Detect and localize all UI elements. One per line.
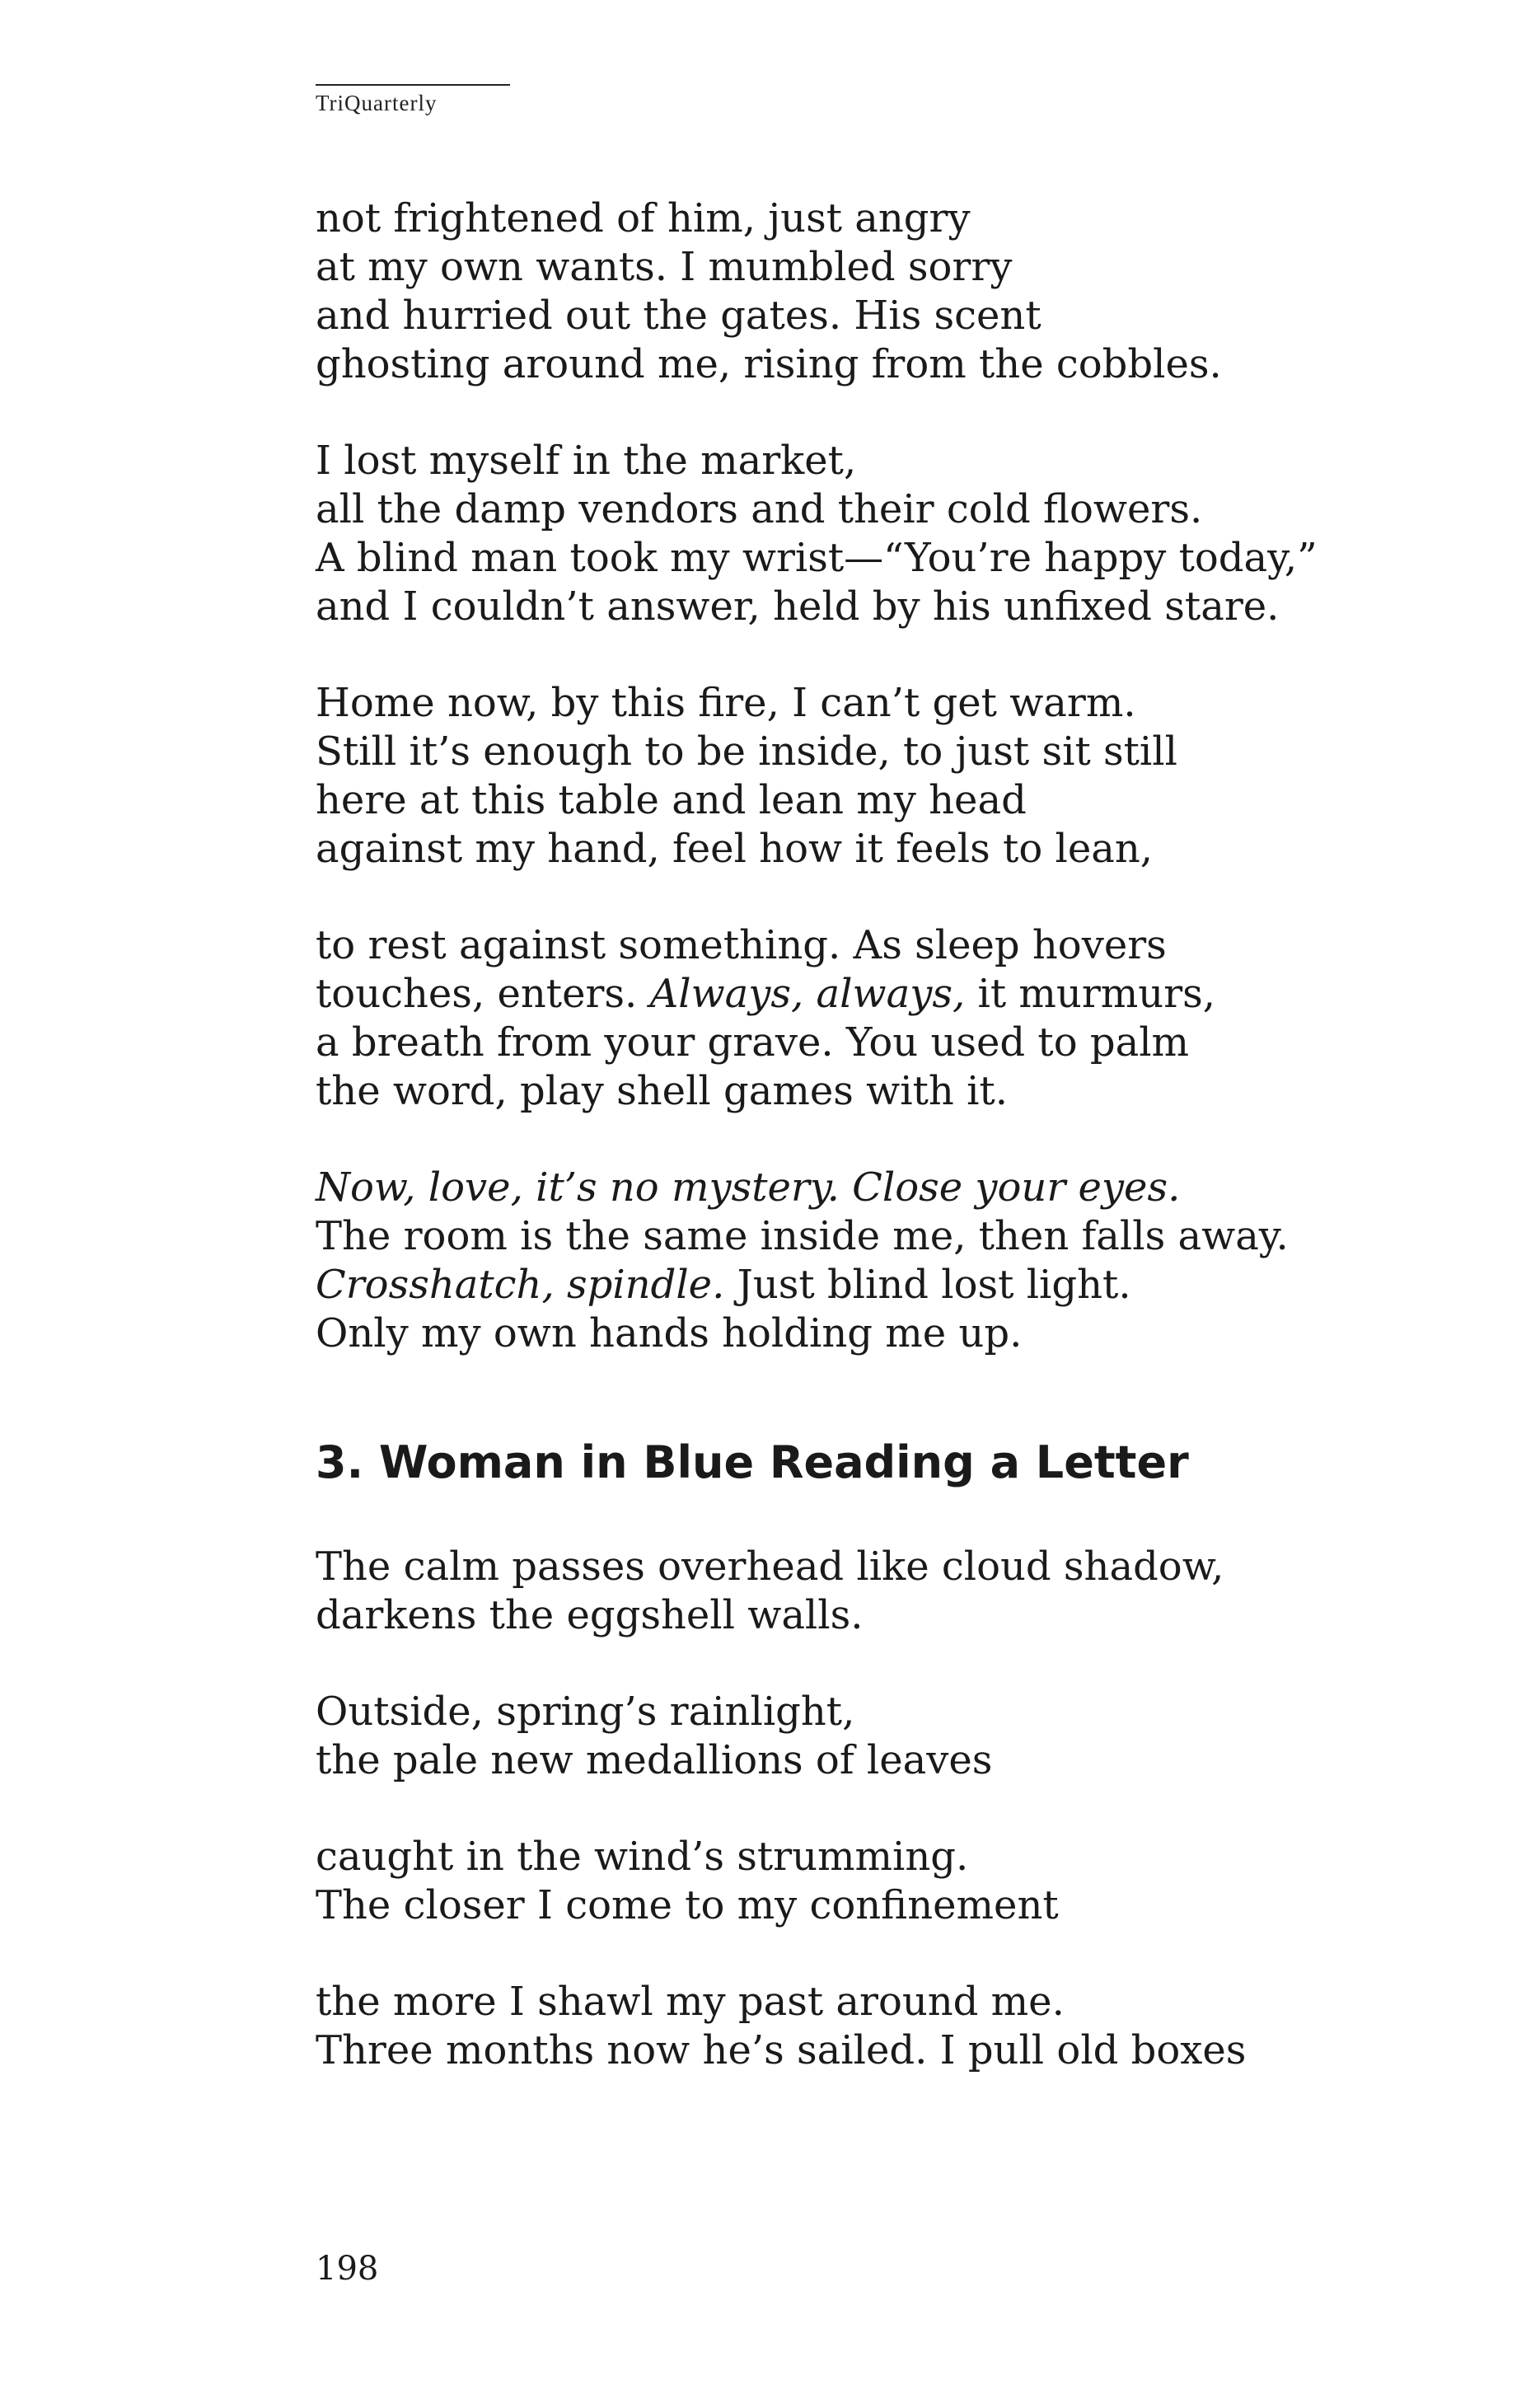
poem-text: Just blind lost light. bbox=[724, 1262, 1131, 1308]
poem-line: a breath from your grave. You used to palm bbox=[316, 1019, 1190, 1066]
poem-line: darkens the eggshell walls. bbox=[316, 1592, 864, 1638]
section-title: 3. Woman in Blue Reading a Letter bbox=[316, 1436, 1189, 1488]
poem-line: not frightened of him, just angry bbox=[316, 195, 971, 241]
stanza-9 bbox=[316, 1978, 1387, 2075]
stanza-3 bbox=[316, 679, 1387, 874]
poem-line bbox=[316, 1261, 1387, 1309]
poem-line: I lost myself in the market, bbox=[316, 438, 857, 484]
stanza-2 bbox=[316, 437, 1387, 631]
poem-line: Home now, by this fire, I can’t get warm. bbox=[316, 680, 1136, 726]
poem-line: The room is the same inside me, then falls away. bbox=[316, 1213, 1289, 1259]
poem-italic-text: Always, always, bbox=[649, 971, 966, 1017]
poem-line bbox=[316, 970, 1387, 1019]
poem-line: the pale new medallions of leaves bbox=[316, 1737, 993, 1783]
poem-line: A blind man took my wrist—“You’re happy today,” bbox=[316, 535, 1318, 581]
stanza-7 bbox=[316, 1688, 1387, 1785]
poem-line: and hurried out the gates. His scent bbox=[316, 293, 1041, 339]
poem-line: Still it’s enough to be inside, to just sit still bbox=[316, 728, 1177, 775]
poem-body bbox=[316, 194, 1387, 2123]
poem-line: caught in the wind’s strumming. bbox=[316, 1834, 969, 1880]
poem-line: Outside, spring’s rainlight, bbox=[316, 1689, 855, 1735]
poem-line: Three months now he’s sailed. I pull old boxes bbox=[316, 2027, 1247, 2073]
page-number: 198 bbox=[316, 2250, 379, 2288]
poem-line: all the damp vendors and their cold flowers. bbox=[316, 486, 1203, 532]
stanza-5 bbox=[316, 1164, 1387, 1358]
running-head: TriQuarterly bbox=[316, 91, 438, 115]
stanza-1 bbox=[316, 194, 1387, 389]
poem-line: to rest against something. As sleep hovers bbox=[316, 922, 1167, 968]
stanza-6 bbox=[316, 1543, 1387, 1640]
poem-line: ghosting around me, rising from the cobbles. bbox=[316, 341, 1222, 387]
poem-line: at my own wants. I mumbled sorry bbox=[316, 244, 1013, 290]
poem-line: and I couldn’t answer, held by his unfixed stare. bbox=[316, 583, 1280, 630]
poem-line: The calm passes overhead like cloud shadow, bbox=[316, 1544, 1224, 1590]
poem-line: The closer I come to my confinement bbox=[316, 1882, 1059, 1928]
poem-line: the word, play shell games with it. bbox=[316, 1068, 1008, 1114]
stanza-4 bbox=[316, 921, 1387, 1116]
poem-text: it murmurs, bbox=[965, 971, 1216, 1017]
stanza-8 bbox=[316, 1833, 1387, 1930]
poem-line: the more I shawl my past around me. bbox=[316, 1979, 1065, 2025]
poem-italic-text: Now, love, it’s no mystery. Close your eyes. bbox=[316, 1164, 1181, 1211]
poem-italic-text: Crosshatch, spindle. bbox=[316, 1262, 725, 1308]
poem-line: against my hand, feel how it feels to lean, bbox=[316, 826, 1154, 872]
poem-text: touches, enters. bbox=[316, 971, 650, 1017]
poem-line: Only my own hands holding me up. bbox=[316, 1310, 1023, 1356]
poem-line bbox=[316, 1164, 1387, 1212]
poem-line: here at this table and lean my head bbox=[316, 777, 1027, 823]
